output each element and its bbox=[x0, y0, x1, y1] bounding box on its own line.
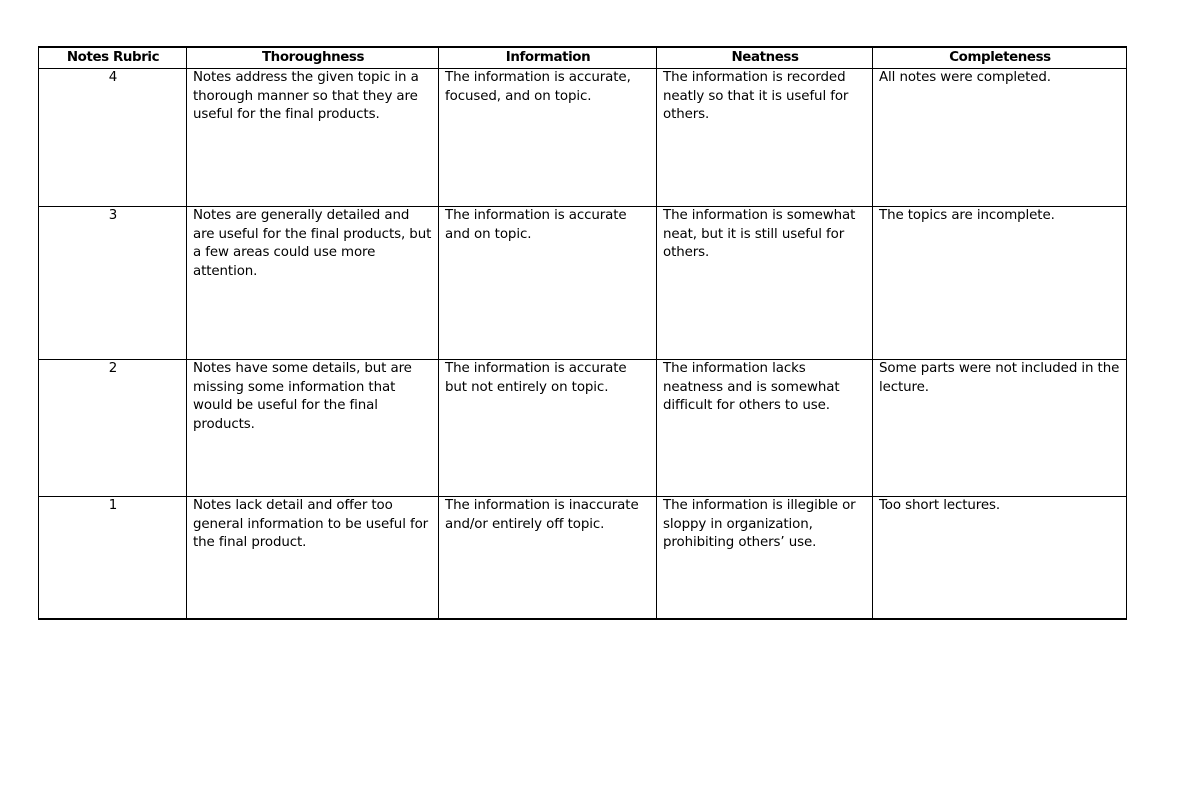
information-cell: The information is accurate and on topic. bbox=[439, 207, 657, 360]
completeness-cell: Too short lectures. bbox=[873, 497, 1127, 620]
information-cell: The information is inaccurate and/or entirely off topic. bbox=[439, 497, 657, 620]
completeness-cell: All notes were completed. bbox=[873, 69, 1127, 207]
notes-rubric-table bbox=[38, 46, 1127, 620]
neatness-cell: The information is somewhat neat, but it is still useful for others. bbox=[657, 207, 873, 360]
header-information: Information bbox=[439, 47, 657, 69]
table-row bbox=[39, 497, 1127, 620]
thoroughness-cell: Notes address the given topic in a thorough manner so that they are useful for the final products. bbox=[187, 69, 439, 207]
neatness-cell: The information is recorded neatly so that it is useful for others. bbox=[657, 69, 873, 207]
header-thoroughness: Thoroughness bbox=[187, 47, 439, 69]
header-row bbox=[39, 47, 1127, 69]
score-cell: 1 bbox=[39, 497, 187, 620]
table-row bbox=[39, 360, 1127, 497]
completeness-cell: Some parts were not included in the lecture. bbox=[873, 360, 1127, 497]
header-notes-rubric: Notes Rubric bbox=[39, 47, 187, 69]
table-row bbox=[39, 69, 1127, 207]
completeness-cell: The topics are incomplete. bbox=[873, 207, 1127, 360]
thoroughness-cell: Notes have some details, but are missing some information that would be useful for the final products. bbox=[187, 360, 439, 497]
header-completeness: Completeness bbox=[873, 47, 1127, 69]
thoroughness-cell: Notes lack detail and offer too general information to be useful for the final product. bbox=[187, 497, 439, 620]
header-neatness: Neatness bbox=[657, 47, 873, 69]
table-row bbox=[39, 207, 1127, 360]
score-cell: 2 bbox=[39, 360, 187, 497]
neatness-cell: The information is illegible or sloppy in organization, prohibiting others’ use. bbox=[657, 497, 873, 620]
score-cell: 4 bbox=[39, 69, 187, 207]
information-cell: The information is accurate, focused, and on topic. bbox=[439, 69, 657, 207]
score-cell: 3 bbox=[39, 207, 187, 360]
information-cell: The information is accurate but not entirely on topic. bbox=[439, 360, 657, 497]
neatness-cell: The information lacks neatness and is somewhat difficult for others to use. bbox=[657, 360, 873, 497]
thoroughness-cell: Notes are generally detailed and are useful for the final products, but a few areas could use more attention. bbox=[187, 207, 439, 360]
